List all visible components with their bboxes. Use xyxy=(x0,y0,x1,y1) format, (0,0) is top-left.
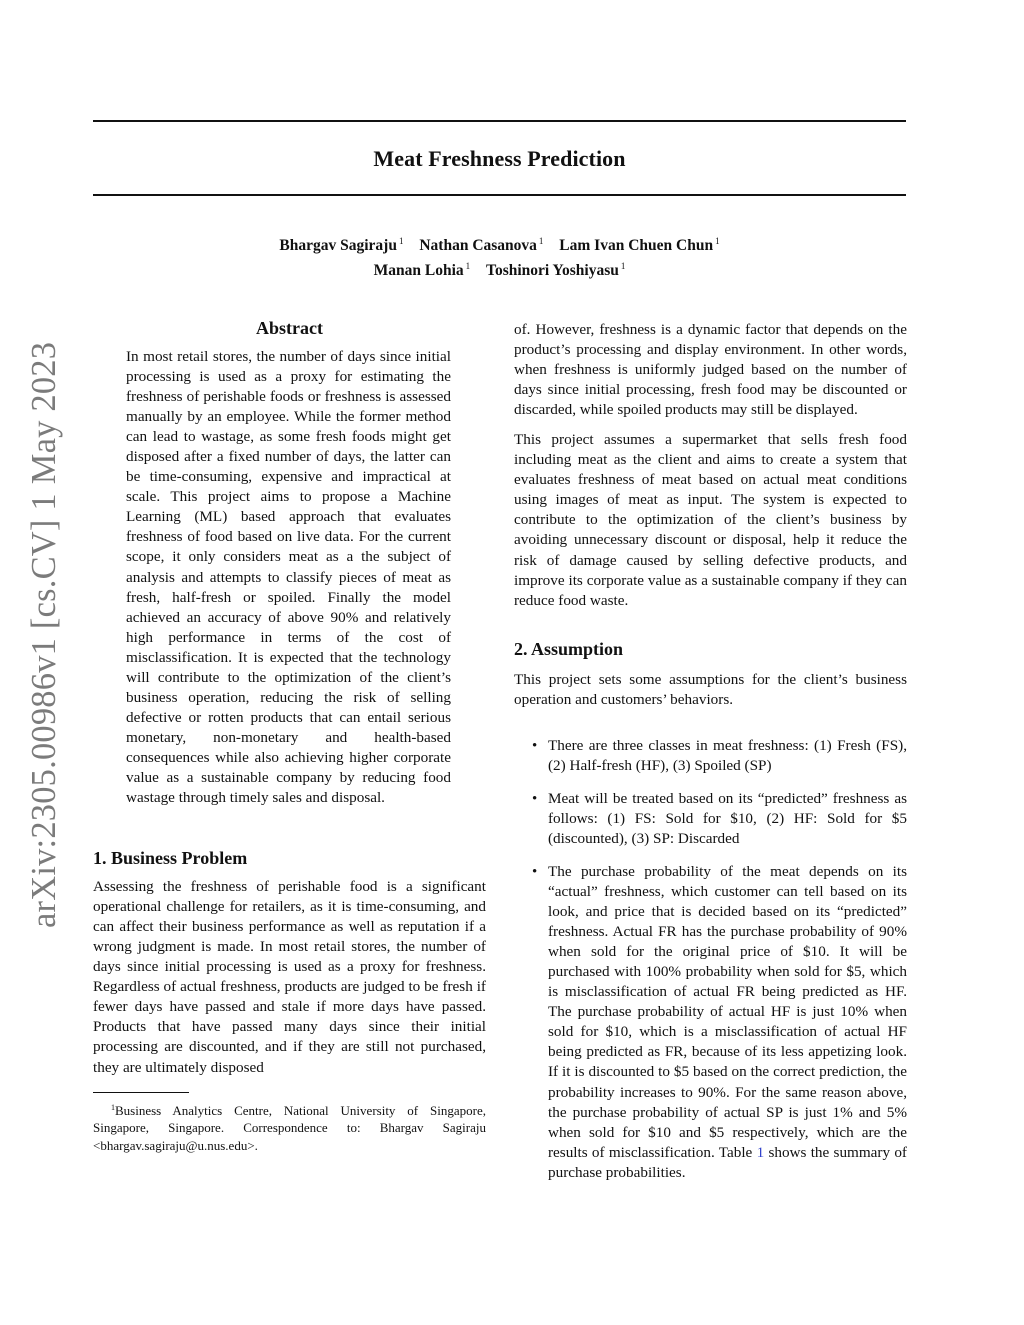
title-top-rule xyxy=(93,120,906,122)
author: Manan Lohia $^1$ xyxy=(373,261,471,279)
author-line-2 xyxy=(93,256,906,281)
section-heading-assumption: 2. Assumption xyxy=(514,638,624,659)
table-reference-link[interactable]: 1 xyxy=(756,1143,765,1161)
author: Toshinori Yoshiyasu $^1$ xyxy=(486,261,626,279)
business-problem-paragraph-2: This project assumes a supermarket that sells fresh food including meat as the client and aims to create a system that evaluates freshness of meat based on actual meat conditions using images of meat as input. The system is expected to contribute to the optimization of the client’s business by avoiding unnecessary discount or disposal, help it reduce the risk of damage caused by selling defective products, and improve its corporate value as a sustainable company if they can reduce food waste. xyxy=(514,431,907,609)
list-item: • The purchase probability of the meat depends on its “actual” freshness, which customer can tell based on its look, and price that is decided based on its “predicted” freshness. Actual FR has the purchase probability of 90% when sold for the original price of $10. It will be purchased with 100% probability when sold for $5, which is misclassification of actual FR being predicted as HF. The purchase probability of actual HF is just 10% when sold for $10, which is a misclassification of actual HF being predicted as FR, because of its less appetizing look. If it is discounted to $5 based on the correct prediction, the probability increases to 90%. For the same reason above, the purchase probability of actual SP is just 1% and 5% when sold for $10 and $5 respectively, which are the results of misclassification. Table 1 shows the summary of purchase probabilities. xyxy=(514,862,907,1183)
abstract-text: In most retail stores, the number of days since initial processing is used as a proxy for estimating the freshness of perishable foods or freshness is assessed manually by an employee. While the former method can lead to wastage, as some fresh foods might get disposed after a fixed number of days, the latter can be time-consuming, expensive and impractical at scale. This project aims to propose a Machine Learning (ML) based approach that evaluates freshness of food based on live data. For the current scope, it only considers meat as a the subject of analysis and attempts to classify pieces of meat as fresh, half-fresh or spoiled. Finally the model achieved an accuracy of above 90% and relatively high performance in terms of the cost of misclassification. It is expected that the technology will contribute to the optimization of the client’s business operation, reducing the risk of selling defective or rotten products that can entail serious monetary, non-monetary and health-based consequences while also achieving higher corporate value as a sustainable company by reducing food wastage through timely sales and disposal. xyxy=(126,348,451,807)
business-problem-paragraph: Assessing the freshness of perishable food is a significant operational challenge for retailers, as it is time-consuming, and can affect their business performance as well as reputation if a wrong judgment is made. In most retail stores, the number of days since initial processing is used as a proxy for freshness. Regardless of actual freshness, products are judged to be fresh if fewer days have passed and stale if more days have passed. Products that have passed many days since their initial processing are discounted, and if they are still not purchased, they are ultimately disposed xyxy=(93,878,486,1076)
assumption-list xyxy=(514,736,907,1183)
abstract-heading: Abstract xyxy=(256,318,323,338)
right-column xyxy=(514,320,907,1196)
left-column xyxy=(93,316,486,1154)
list-item: • There are three classes in meat freshness: (1) Fresh (FS), (2) Half-fresh (HF), (3) Spoiled (SP) xyxy=(514,736,907,776)
author-block xyxy=(93,231,906,281)
affiliation-footnote: $^1$Business Analytics Centre, National University of Singapore, Singapore, Singapore. Correspondence to: Bhargav Sagiraju <bhargav.sagiraju@u.nus.edu>. xyxy=(93,1102,486,1153)
author: Nathan Casanova $^1$ xyxy=(419,236,544,254)
paper-title: Meat Freshness Prediction xyxy=(373,146,626,171)
author: Bhargav Sagiraju $^1$ xyxy=(279,236,404,254)
author: Lam Ivan Chuen Chun $^1$ xyxy=(559,236,720,254)
title-bottom-rule xyxy=(93,194,906,196)
arxiv-side-identifier: arXiv:2305.00986v1 [cs.CV] 1 May 2023 xyxy=(25,341,63,928)
footnote-rule xyxy=(93,1092,189,1093)
assumption-intro: This project sets some assumptions for the client’s business operation and customers’ behaviors. xyxy=(514,670,907,708)
list-item: • Meat will be treated based on its “predicted” freshness as follows: (1) FS: Sold for $10, (2) HF: Sold for $5 (discounted), (3) SP: Discarded xyxy=(514,789,907,849)
business-problem-continued: of. However, freshness is a dynamic factor that depends on the product’s processing and display environment. In other words, when freshness is uniformly judged based on the number of days since initial processing, fresh food may be discounted or discarded, while spoiled products may still be displayed. xyxy=(514,321,907,419)
section-heading-business-problem: 1. Business Problem xyxy=(93,848,248,869)
author-line-1 xyxy=(93,231,906,256)
